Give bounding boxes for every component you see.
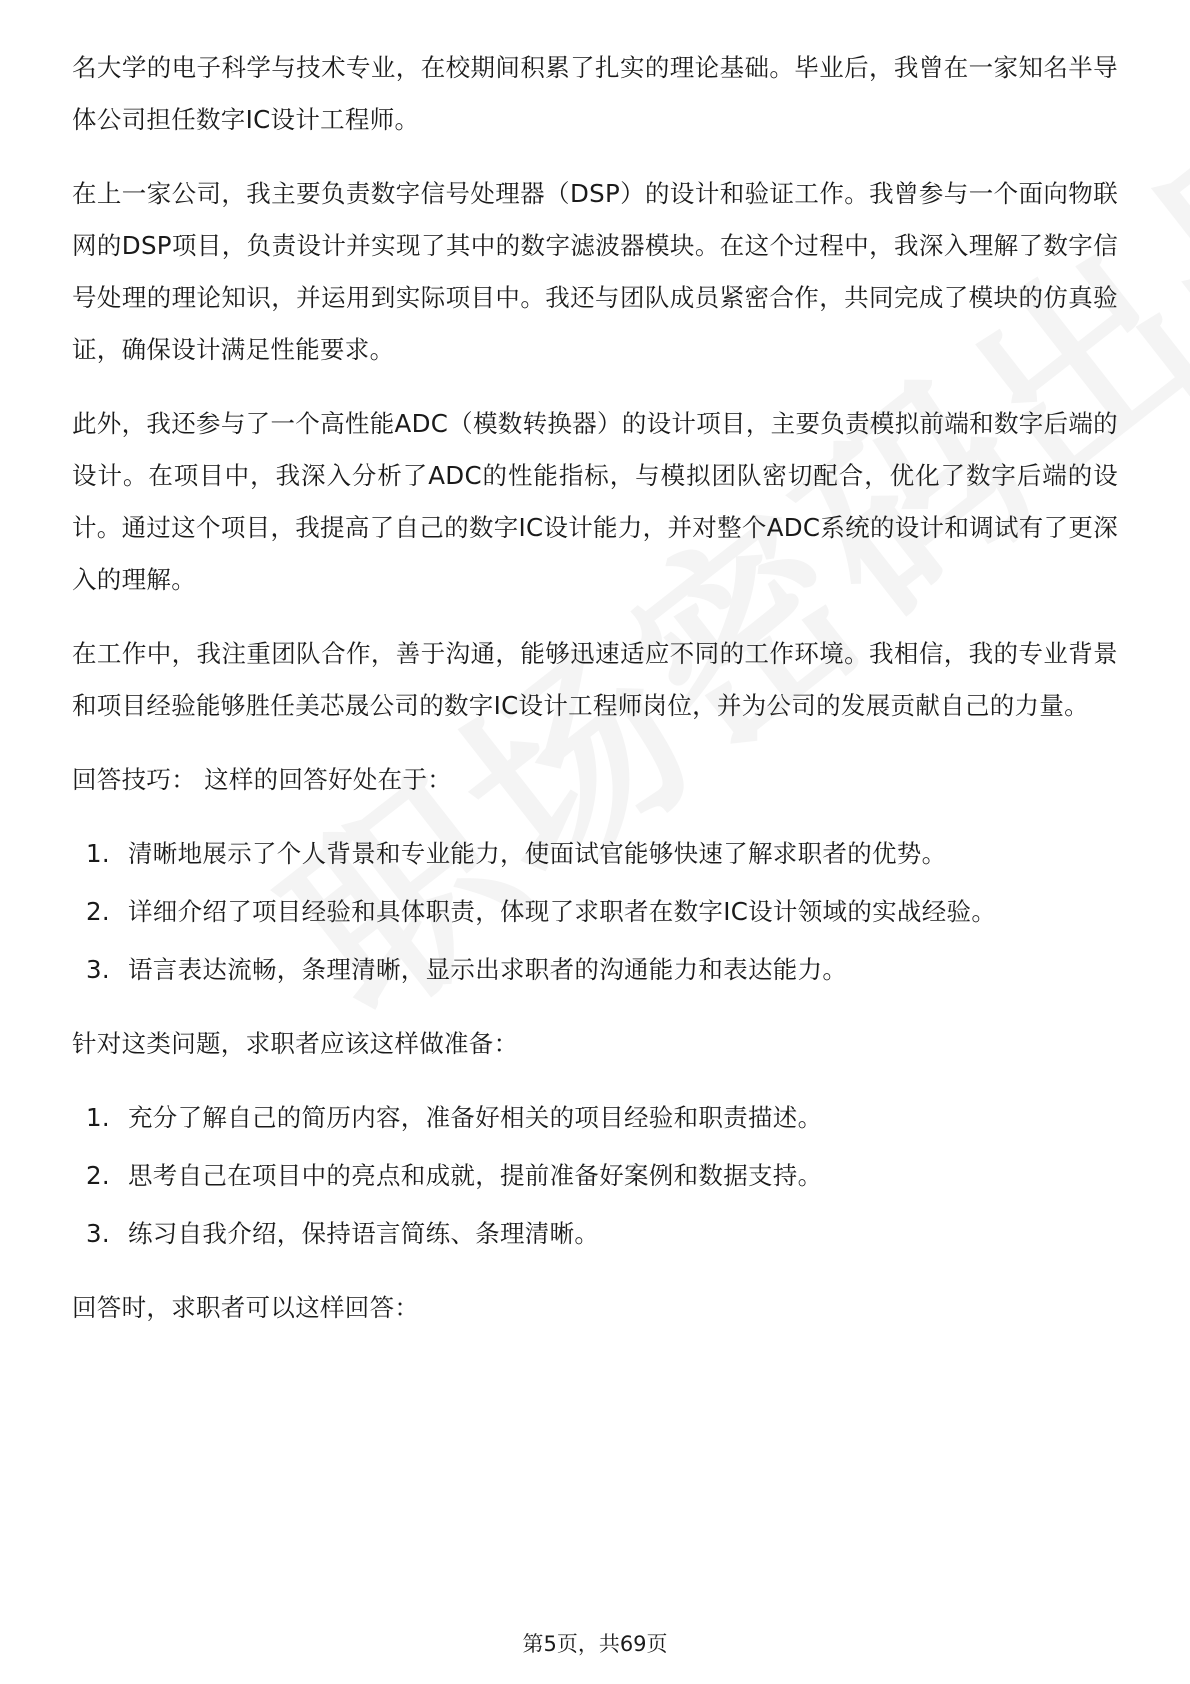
answer-heading: 回答时，求职者可以这样回答： [72, 1293, 420, 1322]
list-number: 3. [86, 955, 110, 984]
paragraph-dsp-experience: 在上一家公司，我主要负责数字信号处理器（DSP）的设计和验证工作。我曾参与一个面向物联网的DSP项目，负责设计并实现了其中的数字滤波器模块。在这个过程中，我深入理解了数字信号处理的理论知识，并运用到实际项目中。我还与团队成员紧密合作，共同完成了模块的仿真验证，确保设计满足性能要求。 [72, 179, 1118, 364]
prep-list [72, 1092, 1118, 1260]
list-item [72, 886, 1118, 938]
list-item [72, 944, 1118, 996]
list-item-text: 语言表达流畅，条理清晰，显示出求职者的沟通能力和表达能力。 [128, 955, 848, 984]
list-item [72, 828, 1118, 880]
list-item-text: 练习自我介绍，保持语言简练、条理清晰。 [128, 1219, 600, 1248]
list-number: 2. [86, 1161, 110, 1190]
page-number-footer: 第5页，共69页 [522, 1632, 668, 1656]
page-content [72, 42, 1118, 1356]
paragraph-teamwork: 在工作中，我注重团队合作，善于沟通，能够迅速适应不同的工作环境。我相信，我的专业背景和项目经验能够胜任美芯晟公司的数字IC设计工程师岗位，并为公司的发展贡献自己的力量。 [72, 639, 1118, 720]
tips-heading: 回答技巧： 这样的回答好处在于： [72, 765, 453, 794]
tips-list [72, 828, 1118, 996]
prep-heading: 针对这类问题，求职者应该这样做准备： [72, 1029, 519, 1058]
list-item [72, 1150, 1118, 1202]
paragraph-adc-project: 此外，我还参与了一个高性能ADC（模数转换器）的设计项目，主要负责模拟前端和数字后端的设计。在项目中，我深入分析了ADC的性能指标，与模拟团队密切配合，优化了数字后端的设计。通过这个项目，我提高了自己的数字IC设计能力，并对整个ADC系统的设计和调试有了更深入的理解。 [72, 409, 1118, 594]
list-number: 3. [86, 1219, 110, 1248]
list-item [72, 1208, 1118, 1260]
list-number: 1. [86, 839, 110, 868]
list-number: 2. [86, 897, 110, 926]
list-number: 1. [86, 1103, 110, 1132]
list-item-text: 充分了解自己的简历内容，准备好相关的项目经验和职责描述。 [128, 1103, 823, 1132]
list-item-text: 详细介绍了项目经验和具体职责，体现了求职者在数字IC设计领域的实战经验。 [128, 897, 997, 926]
list-item-text: 清晰地展示了个人背景和专业能力，使面试官能够快速了解求职者的优势。 [128, 839, 947, 868]
list-item-text: 思考自己在项目中的亮点和成就，提前准备好案例和数据支持。 [128, 1161, 823, 1190]
paragraph-education: 名大学的电子科学与技术专业，在校期间积累了扎实的理论基础。毕业后，我曾在一家知名半导体公司担任数字IC设计工程师。 [72, 53, 1118, 134]
list-item [72, 1092, 1118, 1144]
